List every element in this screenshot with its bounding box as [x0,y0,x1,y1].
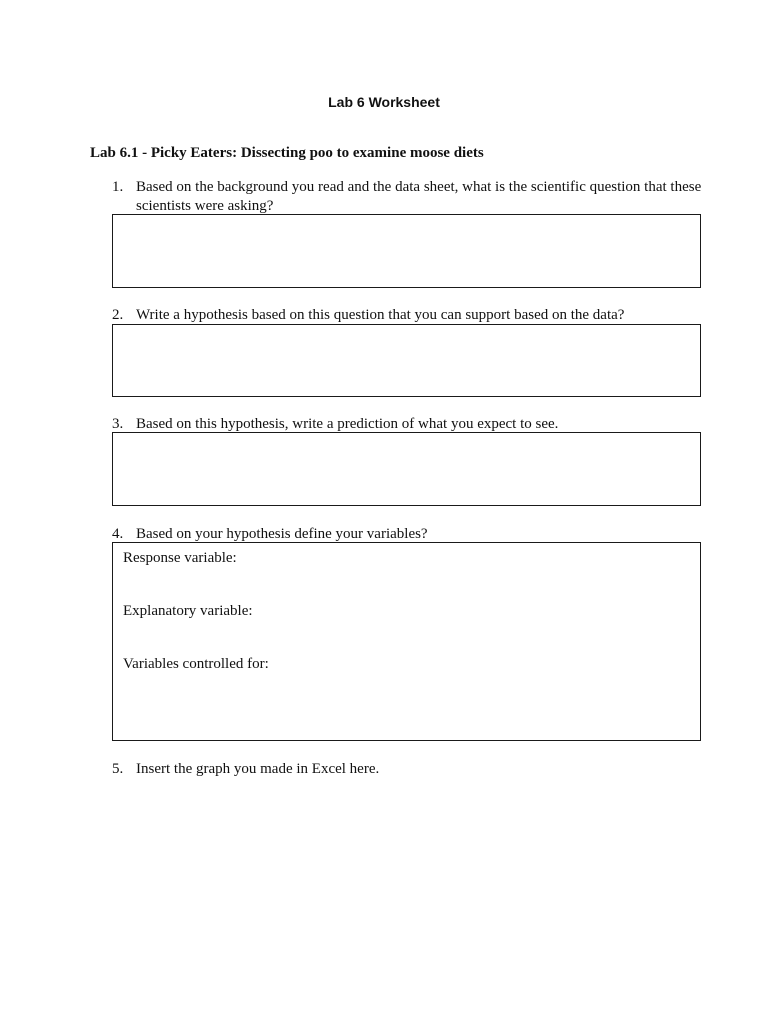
question-5-text: Insert the graph you made in Excel here. [136,761,380,777]
answer-box-3[interactable] [112,432,701,506]
answer-box-4[interactable] [112,542,701,741]
page-title: Lab 6 Worksheet [328,94,440,110]
question-2-number: 2. [112,307,124,323]
question-4-number: 4. [112,526,124,542]
question-5-number: 5. [112,761,124,777]
question-5 [112,760,702,779]
question-1-text: Based on the background you read and the data sheet, what is the scientific question that these scientists were asking? [136,179,702,214]
question-1-number: 1. [112,179,124,195]
explanatory-variable-label: Explanatory variable: [123,603,253,619]
question-3-number: 3. [112,416,124,432]
response-variable-label: Response variable: [123,550,237,566]
answer-box-1[interactable] [112,214,701,288]
question-4-text: Based on your hypothesis define your variables? [136,526,428,542]
question-2 [112,306,702,325]
question-1 [112,178,702,216]
section-title: Lab 6.1 - Picky Eaters: Dissecting poo to examine moose diets [90,145,484,161]
question-2-text: Write a hypothesis based on this question that you can support based on the data? [136,307,625,323]
question-3-text: Based on this hypothesis, write a prediction of what you expect to see. [136,416,559,432]
controlled-variables-label: Variables controlled for: [123,656,269,672]
answer-box-2[interactable] [112,324,701,397]
